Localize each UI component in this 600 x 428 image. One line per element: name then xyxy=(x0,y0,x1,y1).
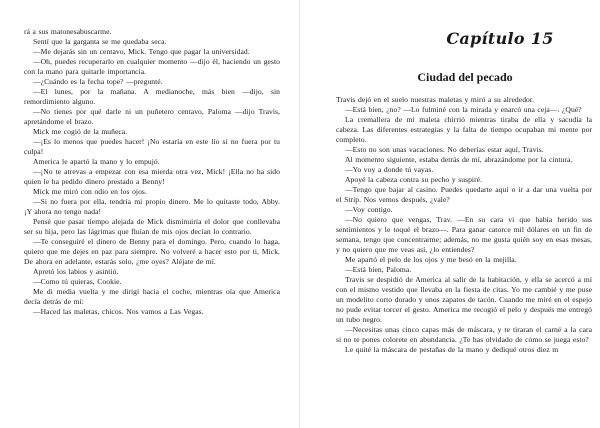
paragraph: Apretó los labios y asintió. xyxy=(33,267,119,276)
paragraph: Pensé que pasar tiempo alejada de Mick disminuiría el dolor que conllevaba ser su hija, pero las lágrimas que fluían de mis ojos decían lo contrario. xyxy=(24,217,280,236)
paragraph: —No quiero que vengas, Trav. —En su cara vi que había herido sus sentimientos y le toqué el brazo—. Para ganar catorce mil dólares en un fin de semana, tengo que concentrarme; además, no me gusta quién soy en esas mesas, y no quiero que me veas así, ¿lo entiendes? xyxy=(336,215,592,254)
paragraph: Mick me cogió de la muñeca. xyxy=(33,127,128,136)
paragraph: —Te conseguiré el dinero de Benny para el domingo. Pero, cuando lo haga, quiero que me dejes en paz para siempre. No volveré a hacer esto por ti, Mick. De ahora en adelante, estarás solo, ¿me oyes? Aléjate de mí. xyxy=(24,237,280,266)
paragraph: —¡No te atrevas a empezar con esa mierda otra vez, Mick! ¡Ella no ha sido quien le ha pedido dinero prestado a Benny! xyxy=(24,167,280,186)
paragraph: Travis se despidió de America al salir de la habitación, y ella se acercó a mí con el mismo vestido que llevaba en la fiesta de citas. Yo me cambié y me puse un modelito corto dorado y unos zapatos de tacón. Cuando me miré en el espejo no pude evitar torcer el gesto. America me recogió el pelo y después me entregó un tubo negro. xyxy=(336,275,592,324)
paragraph: La cremallera de mi maleta chirrió mientras tiraba de ella y sacudía la cabeza. Las diferentes estrategias y la falta de tiempo ocupaban mi mente por completo. xyxy=(336,115,592,144)
paragraph: America le apartó la mano y lo empujó. xyxy=(33,157,160,166)
paragraph: —Como tú quieras, Cookie. xyxy=(33,277,122,286)
right-page xyxy=(300,0,600,428)
paragraph: Me apartó el pelo de los ojos y me besó en la mejilla. xyxy=(345,255,517,264)
paragraph: —Esto no son unas vacaciones. No deberías estar aquí, Travis. xyxy=(345,145,544,154)
paragraph: Travis dejó en el suelo nuestras maletas y miró a su alrededor. xyxy=(336,95,535,104)
paragraph: Al momento siguiente, estaba detrás de mí, abrazándome por la cintura. xyxy=(345,155,573,164)
right-page-text xyxy=(336,95,592,355)
paragraph: rá a sus matonesabuscarme. xyxy=(24,27,112,36)
paragraph: —Me dejarás sin un centavo, Mick. Tengo que pagar la universidad. xyxy=(33,47,250,56)
paragraph: —Si no fuera por ella, tendría mi propio dinero. Me lo quitaste todo, Abby. ¡Y ahora no tengo nada! xyxy=(24,197,280,216)
paragraph: —Está bien, ¿no? —Lo fulminé con la mirada y enarcó una ceja—. ¿Qué? xyxy=(345,105,582,114)
paragraph: Apoyé la cabeza contra su pecho y suspiré. xyxy=(345,175,483,184)
paragraph: —¿Cuándo es la fecha tope? —pregunté. xyxy=(33,77,163,86)
paragraph: Mick me miró con odio en los ojos. xyxy=(33,187,147,196)
paragraph: —Necesitas unas cinco capas más de máscara, y te tiraran el carné a la cara si no te pones colorete en abundancia. ¿Te has olvidado de cómo se juega esto? xyxy=(336,325,592,344)
paragraph: —El lunes, por la mañana. A medianoche, más bien —dijo, sin remordimiento alguno. xyxy=(24,87,280,106)
paragraph: —Haced las maletas, chicos. Nos vamos a Las Vegas. xyxy=(33,307,204,316)
paragraph: —No tienes por qué darle ni un puñetero centavo, Paloma —dijo Travis, apretándome el brazo. xyxy=(24,107,280,126)
chapter-title: Ciudad del pecado xyxy=(417,70,513,84)
paragraph: —Está bien, Paloma. xyxy=(345,265,412,274)
paragraph: Sentí que la garganta se me quedaba seca. xyxy=(33,37,167,46)
paragraph: —¡Es lo menos que puedes hacer! ¡No estaría en este lío si no fuera por tu culpa! xyxy=(24,137,280,156)
chapter-label: Capítulo 15 xyxy=(446,29,554,48)
paragraph: —Tengo que bajar al casino. Puedes quedarte aquí o ir a dar una vuelta por el Strip. Nos vemos después, ¿vale? xyxy=(336,185,592,204)
paragraph: Le quité la máscara de pestañas de la mano y dediqué otros diez m xyxy=(345,345,559,354)
left-page-text xyxy=(24,27,280,317)
paragraph: —Yo voy a donde tú vayas. xyxy=(345,165,434,174)
paragraph: —Oh, puedes recuperarlo en cualquier momento —dijo él, haciendo un gesto con la mano para quitarle importancia. xyxy=(24,57,280,76)
paragraph: Me di media vuelta y me dirigí hacia el coche, mientras oía que America decía detrás de mí: xyxy=(24,287,280,306)
paragraph: —Voy contigo. xyxy=(345,205,393,214)
